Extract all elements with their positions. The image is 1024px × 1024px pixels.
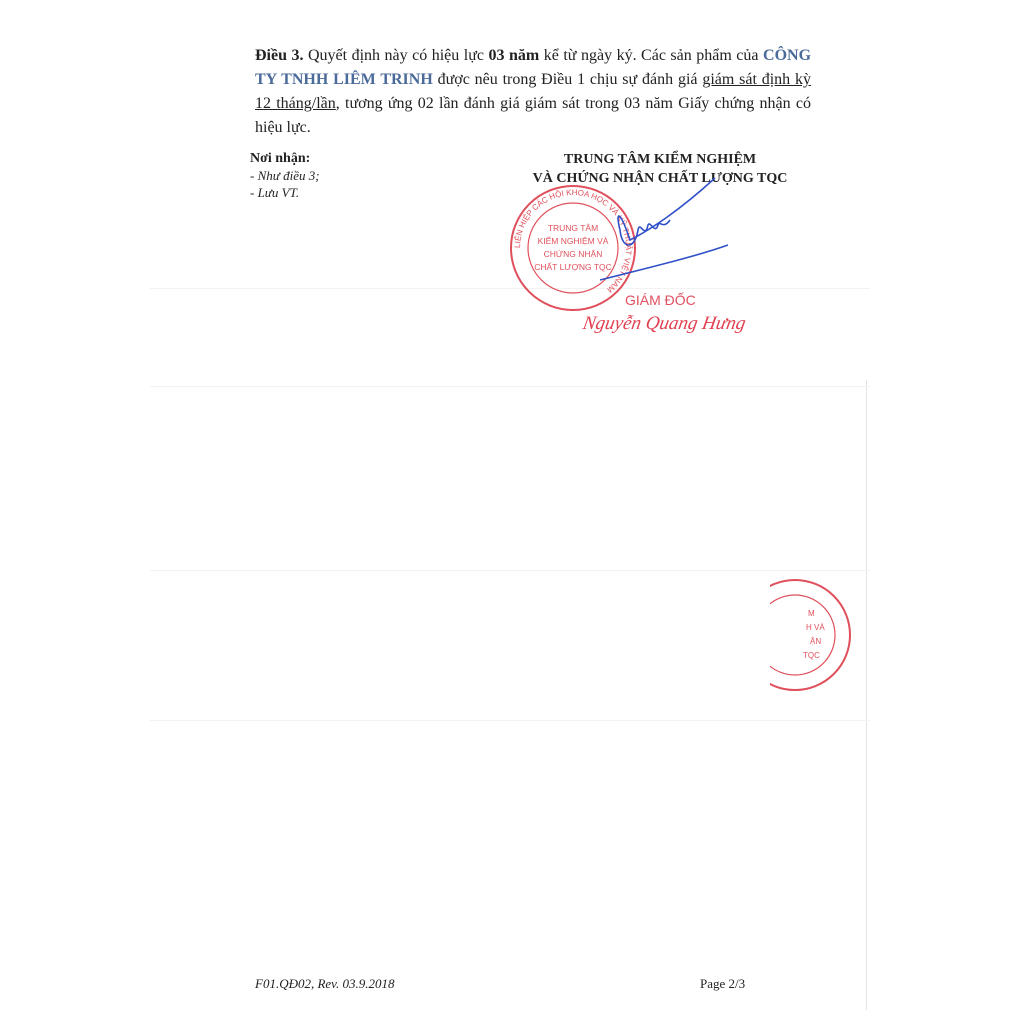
handwritten-signature [560, 170, 740, 290]
stamp-line: CHỨNG NHẬN [543, 249, 603, 259]
surveillance-frequency: giám sát định kỳ 12 tháng/lần [255, 71, 812, 112]
signatory-title: GIÁM ĐỐC [625, 292, 696, 308]
text: Quyết định này có hiệu lực [303, 47, 489, 64]
recipients-heading: Nơi nhận: [250, 151, 311, 166]
text: được nêu trong Điều 1 chịu sự đánh giá [432, 71, 703, 88]
recipient-item: - Như điều 3; [250, 168, 320, 183]
stamp-line: TRUNG TÂM [547, 223, 599, 233]
stamp-ring-text: LIÊN HIỆP CÁC HỘI KHOA HỌC VÀ KỸ THUẬT VIỆT NAM [512, 187, 634, 295]
page-edge-line [866, 380, 867, 1010]
scan-line [150, 720, 870, 721]
org-line: TRUNG TÂM KIỂM NGHIỆM [563, 152, 757, 167]
company-name: CÔNG TY TNHH LIÊM TRINH [255, 47, 812, 88]
svg-text:M: M [808, 609, 815, 618]
scan-line [150, 570, 870, 571]
svg-text:TQC: TQC [803, 651, 820, 660]
text: , tương ứng 02 lần đánh giá giám sát trong 03 năm Giấy chứng nhận có hiệu lực. [255, 95, 811, 136]
svg-text:ẬN: ẬN [810, 637, 822, 646]
validity-period: 03 năm [488, 47, 540, 64]
seam-stamp-partial [770, 578, 855, 693]
recipient-item: - Lưu VT. [250, 185, 300, 200]
article-3-paragraph [255, 44, 811, 140]
org-line: VÀ CHỨNG NHẬN CHẤT LƯỢNG TQC [532, 171, 788, 186]
stamp-line: CHẤT LƯỢNG TQC [534, 262, 612, 272]
page-number: Page 2/3 [700, 976, 746, 991]
stamp-line: KIỂM NGHIỆM VÀ [537, 236, 609, 246]
svg-text:H VÀ: H VÀ [806, 623, 825, 632]
form-code: F01.QĐ02, Rev. 03.9.2018 [255, 976, 395, 991]
article-label: Điều 3. [255, 47, 304, 64]
text: kể từ ngày ký. Các sản phẩm của [539, 47, 764, 64]
signatory-name: Nguyễn Quang Hưng [581, 313, 748, 334]
scan-line [150, 386, 870, 387]
recipients [250, 150, 320, 201]
